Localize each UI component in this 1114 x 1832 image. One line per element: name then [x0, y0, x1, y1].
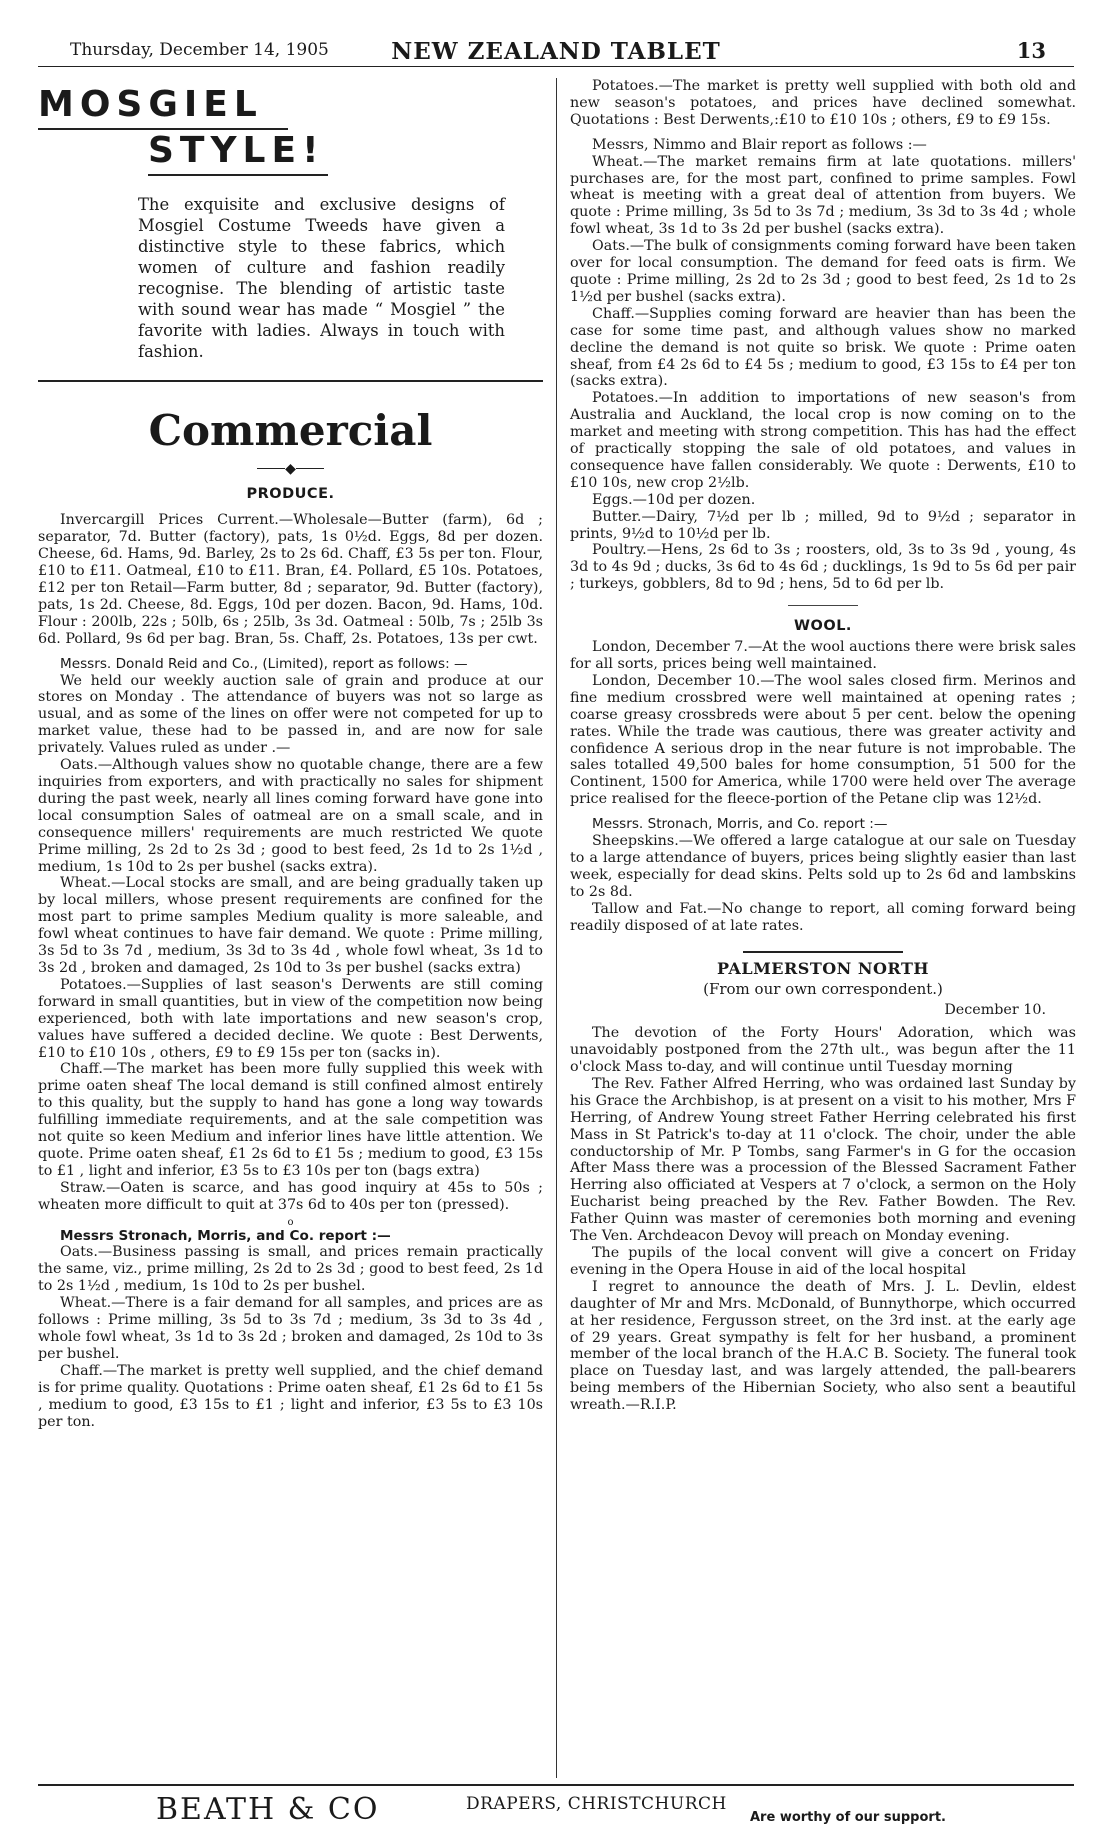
invercargill-prices: Invercargill Prices Current.—Wholesale—Butter (farm), 6d ; separator, 7d. Butter (factory), pats, 1s 0½d. Eggs, 8d per dozen. Cheese, 6d. Hams, 9d. Barley, 2s to 2s 6d. Chaff, £3 5s per ton. Flour, £10 to £11. Oatmeal, £10 to £11. Bran, £4. Pollard, £5 10s. Potatoes, £12 per ton Retail—Farm butter, 8d ; separator, 9d. Butter (factory), pats, 1s 2d. Cheese, 8d. Eggs, 10d per dozen. Bacon, 9d. Hams, 10d. Flour : 200lb, 22s ; 50lb, 6s ; 25lb, 3s 3d. Oatmeal : 50lb, 7s ; 25lb 3s 6d. Pollard, 9s 6d per bag. Bran, 5s. Chaff, 2s. Potatoes, 13s per cwt. [38, 512, 543, 647]
footer-brand: BEATH & CO [156, 1792, 380, 1827]
left-column [38, 78, 543, 1430]
palmerston-date: December 10. [944, 1002, 1046, 1019]
advert-title-line2: STYLE! [148, 130, 325, 171]
wool-tallow: Tallow and Fat.—No change to report, all coming forward being readily disposed of at late rates. [570, 900, 1076, 934]
footer-trade: DRAPERS, CHRISTCHURCH [466, 1794, 727, 1814]
section-divider [38, 380, 543, 382]
palmerston-adoration: The devotion of the Forty Hours' Adoration, which was unavoidably postponed from the 27th ult., was begun after the 11 o'clock Mass to-day, and will continue until Tuesday morning [570, 1025, 1076, 1076]
stronach-chaff: Chaff.—The market is pretty well supplied, and the chief demand is for prime quality. Quotations : Prime oaten sheaf, £1 2s 6d to £1 5s , medium to good, £3 15s to £1 ; light and inferior, £3 5s to £3 10s per ton. [38, 1362, 543, 1430]
nimmo-oats: Oats.—The bulk of consignments coming forward have been taken over for local consumption. The demand for feed oats is firm. We quote : Prime milling, 2s 2d to 2s 3d ; good to best feed, 2s 1d to 2s 1½d per bushel (sacks extra). [570, 238, 1076, 305]
footer-slogan: Are worthy of our support. [750, 1810, 946, 1825]
potatoes-market: Potatoes.—The market is pretty well supplied with both old and new season's potatoes, and prices have declined somewhat. Quotations : Best Derwents,:£10 to £10 10s ; others, £9 to £9 15s. [570, 78, 1076, 128]
footer-advert [38, 1790, 1074, 1830]
reid-straw: Straw.—Oaten is scarce, and has good inquiry at 45s to 50s ; wheaten more difficult to quit at 37s 6d to 40s per ton (pressed). [38, 1179, 543, 1213]
right-column [570, 78, 1076, 1414]
section-divider [788, 605, 858, 606]
wool-stronach-intro: Messrs. Stronach, Morris, and Co. report :— [592, 816, 888, 833]
ornament [38, 462, 543, 476]
wool-heading: WOOL. [794, 618, 852, 635]
advert-title-line1: MOSGIEL [38, 84, 263, 125]
advert-body: The exquisite and exclusive designs of Mosgiel Costume Tweeds have given a distinctive style to these fabrics, which women of culture and fashion readily recognise. The blending of artistic taste with sound wear has made “ Mosgiel ” the favorite with ladies. Always in touch with fashion. [138, 195, 505, 361]
separator-mark: o [287, 1216, 294, 1228]
wool-sheepskins: Sheepskins.—We offered a large catalogue at our sale on Tuesday to a large attendance of buyers, prices being slightly easier than last week, especially for dead skins. Pelts sold up to 2s 6d and lambskins to 2s 8d. [570, 833, 1076, 900]
nimmo-wheat: Wheat.—The market remains firm at late quotations. millers' purchases are, for the most part, confined to prime samples. Fowl wheat is meeting with a great deal of attention from buyers. We quote : Prime milling, 3s 5d to 3s 7d ; medium, 3s 3d to 3s 4d ; whole fowl wheat, 3s 1d to 3s 2d per bushel (sacks extra). [570, 153, 1076, 238]
commercial-heading: Commercial [148, 405, 433, 455]
correspondent-line: (From our own correspondent.) [703, 980, 943, 999]
reid-report-intro: Messrs. Donald Reid and Co., (Limited), report as follows: — [60, 655, 468, 672]
palmerston-heading: PALMERSTON NORTH [717, 958, 929, 978]
reid-chaff: Chaff.—The market has been more fully supplied this week with prime oaten sheaf The local demand is still confined almost entirely to this quality, but the supply to hand has gone a long way towards fulfilling immediate requirements, and at the sale competition was not quite so keen Medium and inferior lines have little attention. We quote. Prime oaten sheaf, £1 2s 6d to £1 5s ; medium to good, £3 15s to £1 , light and inferior, £3 5s to £3 10s per ton (bags extra) [38, 1061, 543, 1179]
diamond-icon: ◆ [285, 460, 296, 477]
issue-date: Thursday, December 14, 1905 [70, 40, 329, 60]
section-divider [743, 951, 903, 953]
nimmo-report-intro: Messrs, Nimmo and Blair report as follows :— [592, 136, 927, 153]
page-number: 13 [1016, 38, 1046, 63]
nimmo-chaff: Chaff.—Supplies coming forward are heavier than has been the case for some time past, and although values show no marked decline the demand is not quite so brisk. We quote : Prime oaten sheaf, from £4 2s 6d to £4 5s ; medium to good, £3 15s to £4 per ton (sacks extra). [570, 305, 1076, 390]
footer-rule [38, 1784, 1074, 1786]
nimmo-potatoes: Potatoes.—In addition to importations of new season's from Australia and Auckland, the local crop is now coming on to the market and meeting with strong competition. This has had the effect of practically stopping the sale of old potatoes, and values in consequence have fallen considerably. We quote : Derwents, £10 to £10 10s, new crop 2½lb. [570, 390, 1076, 491]
palmerston-father-herring: The Rev. Father Alfred Herring, who was ordained last Sunday by his Grace the Archbishop, is at present on a visit to his mother, Mrs F Herring, of Andrew Young street Father Herring celebrated his first Mass in St Patrick's to-day at 11 o'clock. The choir, under the able conductorship of Mr. P Tombs, sang Farmer's in G for the occasion After Mass there was a procession of the Blessed Sacrament Father Herring also officiated at Vespers at 7 o'clock, a sermon on the Holy Eucharist being preached by the Rev. Father Bowden. The Rev. Father Quinn was master of ceremonies both morning and evening The Ven. Archdeacon Devoy will preach on Monday evening. [570, 1075, 1076, 1245]
reid-auction: We held our weekly auction sale of grain and produce at our stores on Monday . The attendance of buyers was not so large as usual, and as some of the lines on offer were not competed for up to market value, these had to be passed in, and are now for sale privately. Values ruled as under .— [38, 672, 543, 757]
wool-london-2: London, December 10.—The wool sales closed firm. Merinos and fine medium crossbred were well maintained at opening rates ; coarse greasy crossbreds were about 5 per cent. below the opening rates. While the trade was cautious, there was greater activity and confidence A serious drop in the near future is not improbable. The sales totalled 49,500 bales for home consumption, 51 500 for the Continent, 1500 for America, while 1700 were held over The average price realised for the fleece-portion of the Petane clip was 12½d. [570, 672, 1076, 808]
stronach-report-intro: Messrs Stronach, Morris, and Co. report :— [60, 1227, 391, 1244]
reid-oats: Oats.—Although values show no quotable change, there are a few inquiries from exporters, and with practically no sales for shipment during the past week, nearly all lines coming forward have gone into local consumption Sales of oatmeal are on a small scale, and in consequence millers' requirements are much restricted We quote Prime milling, 2s 2d to 2s 3d ; good to best feed, 2s 1d to 2s 1½d , medium, 1s 10d to 2s per bushel (sacks extra). [38, 757, 543, 875]
advert-rule [148, 174, 328, 176]
reid-potatoes: Potatoes.—Supplies of last season's Derwents are still coming forward in small quantities, but in view of the competition now being experienced, both with late importations and new season's crop, values have suffered a decided decline. We quote : Best Derwents, £10 to £10 10s , others, £9 to £9 15s per ton (sacks in). [38, 976, 543, 1061]
palmerston-concert: The pupils of the local convent will give a concert on Friday evening in the Opera House in aid of the local hospital [570, 1245, 1076, 1278]
nimmo-poultry: Poultry.—Hens, 2s 6d to 3s ; roosters, old, 3s to 3s 9d , young, 4s 3d to 4s 9d ; ducks, 3s 6d to 4s 6d ; ducklings, 1s 9d to 5s 6d per pair ; turkeys, gobblers, 8d to 9d ; hens, 5d to 6d per lb. [570, 542, 1076, 593]
page-header [38, 38, 1074, 67]
nimmo-eggs: Eggs.—10d per dozen. [592, 491, 756, 508]
stronach-wheat: Wheat.—There is a fair demand for all samples, and prices are as follows : Prime milling, 3s 5d to 3s 7d ; medium, 3s 3d to 3s 4d , whole fowl wheat, 3s 1d to 3s 2d ; broken and damaged, 2s 10d to 3s per bushel. [38, 1295, 543, 1362]
column-divider [556, 78, 557, 1778]
produce-heading: PRODUCE. [246, 485, 335, 502]
masthead: NEW ZEALAND TABLET [391, 38, 721, 65]
wool-london-1: London, December 7.—At the wool auctions there were brisk sales for all sorts, prices being well maintained. [570, 639, 1077, 672]
reid-wheat: Wheat.—Local stocks are small, and are being gradually taken up by local millers, whose present requirements are confined for the most part to prime samples Medium quality is more saleable, and fowl wheat continues to have fair demand. We quote : Prime milling, 3s 5d to 3s 7d , medium, 3s 3d to 3s 4d , whole fowl wheat, 3s 1d to 3s 2d , broken and damaged, 2s 10d to 3s per bushel (sacks extra) [38, 875, 543, 976]
palmerston-obituary: I regret to announce the death of Mrs. J. L. Devlin, eldest daughter of Mr and Mrs. McDonald, of Bunnythorpe, which occurred at her residence, Fergusson street, on the 3rd inst. at the early age of 29 years. Great sympathy is felt for her husband, a prominent member of the local branch of the H.A.C B. Society. The funeral took place on Tuesday last, and was largely attended, the pall-bearers being members of the Hibernian Society, who also sent a beautiful wreath.—R.I.P. [570, 1278, 1076, 1414]
nimmo-butter: Butter.—Dairy, 7½d per lb ; milled, 9d to 9½d ; separator in prints, 9½d to 10½d per lb. [570, 508, 1076, 542]
stronach-oats: Oats.—Business passing is small, and prices remain practically the same, viz., prime milling, 2s 2d to 2s 3d ; good to best feed, 2s 1d to 2s 1½d , medium, 1s 10d to 2s per bushel. [38, 1244, 543, 1295]
